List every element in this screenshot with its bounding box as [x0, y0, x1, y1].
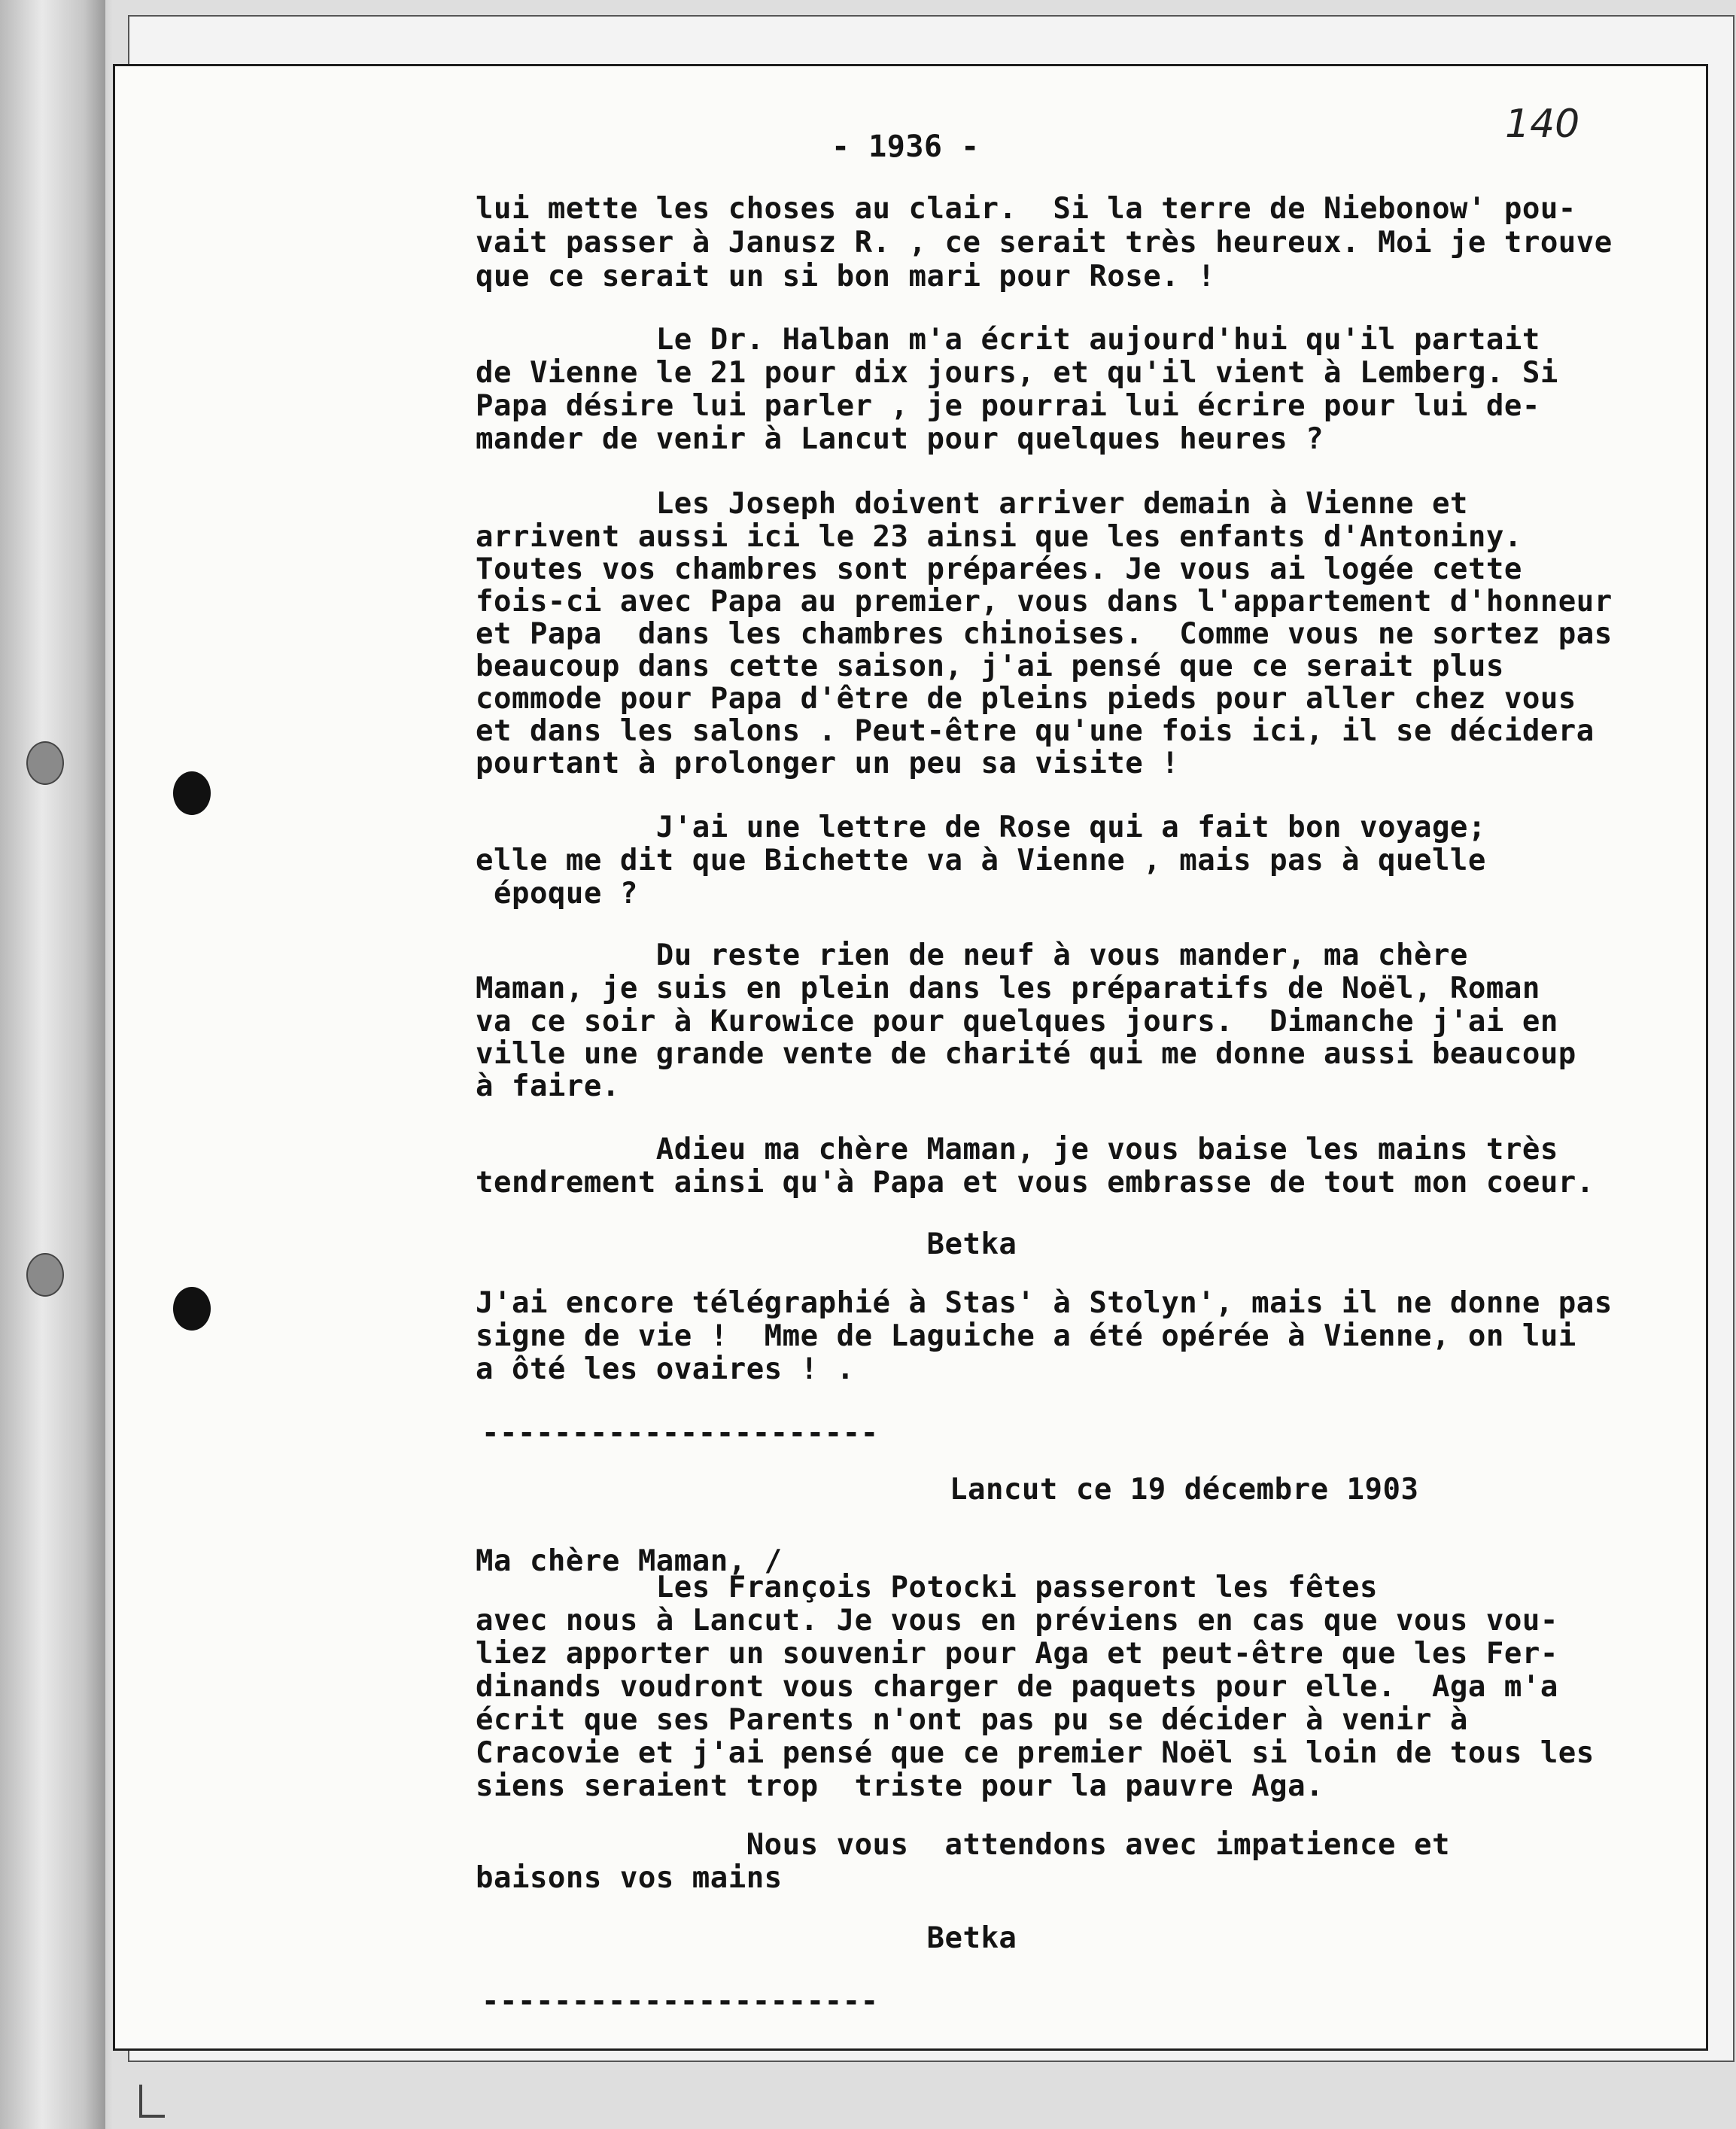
- letter1-line: époque ?: [476, 877, 638, 911]
- letter2-signature: Betka: [476, 1921, 1017, 1955]
- punch-hole-shadow: [26, 1253, 64, 1297]
- letter1-line: et dans les salons . Peut-être qu'une fois ici, il se décidera: [476, 714, 1595, 748]
- letter1-line: J'ai une lettre de Rose qui a fait bon voyage;: [476, 811, 1486, 844]
- letter1-line: Du reste rien de neuf à vous mander, ma chère: [476, 938, 1468, 972]
- letter1-line: Le Dr. Halban m'a écrit aujourd'hui qu'il partait: [476, 323, 1540, 357]
- scan-corner-mark: [139, 2085, 165, 2118]
- letter1-line: elle me dit que Bichette va à Vienne , mais pas à quelle: [476, 844, 1486, 877]
- letter2-line: baisons vos mains: [476, 1861, 783, 1895]
- letter1-line: Adieu ma chère Maman, je vous baise les mains très: [476, 1133, 1558, 1166]
- letter2-line: Les François Potocki passeront les fêtes: [476, 1571, 1378, 1604]
- letter1-line: va ce soir à Kurowice pour quelques jours. Dimanche j'ai en: [476, 1005, 1558, 1039]
- letter2-line: écrit que ses Parents n'ont pas pu se décider à venir à: [476, 1703, 1468, 1737]
- letter1-line: de Vienne le 21 pour dix jours, et qu'il vient à Lemberg. Si: [476, 356, 1558, 390]
- page-header: - 1936 -: [832, 129, 980, 164]
- letter2-place-date: Lancut ce 19 décembre 1903: [950, 1473, 1419, 1507]
- letter1-line: fois-ci avec Papa au premier, vous dans l'appartement d'honneur: [476, 585, 1613, 619]
- letter1-postscript: a ôté les ovaires ! .: [476, 1352, 855, 1386]
- letter1-line: beaucoup dans cette saison, j'ai pensé que ce serait plus: [476, 649, 1504, 683]
- punch-hole-shadow: [26, 741, 64, 785]
- letter1-postscript: signe de vie ! Mme de Laguiche a été opérée à Vienne, on lui: [476, 1319, 1576, 1353]
- letter1-line: tendrement ainsi qu'à Papa et vous embrasse de tout mon coeur.: [476, 1166, 1595, 1200]
- letter1-line: et Papa dans les chambres chinoises. Comme vous ne sortez pas: [476, 617, 1613, 651]
- separator: ----------------------: [482, 1985, 879, 2018]
- letter1-line: Les Joseph doivent arriver demain à Vienne et: [476, 487, 1468, 521]
- letter2-line: siens seraient trop triste pour la pauvre Aga.: [476, 1769, 1324, 1803]
- letter2-line: Nous vous attendons avec impatience et: [476, 1828, 1450, 1862]
- letter1-line: Toutes vos chambres sont préparées. Je vous ai logée cette: [476, 552, 1522, 586]
- letter2-line: dinands voudront vous charger de paquets pour elle. Aga m'a: [476, 1670, 1558, 1704]
- letter1-line: ville une grande vente de charité qui me donne aussi beaucoup: [476, 1037, 1576, 1071]
- letter1-line: Maman, je suis en plein dans les préparatifs de Noël, Roman: [476, 972, 1540, 1005]
- letter1-line: arrivent aussi ici le 23 ainsi que les enfants d'Antoniny.: [476, 520, 1522, 554]
- letter1-line: vait passer à Janusz R. , ce serait très heureux. Moi je trouve: [476, 226, 1613, 260]
- letter1-line: mander de venir à Lancut pour quelques heures ?: [476, 422, 1324, 456]
- letter1-line: Papa désire lui parler , je pourrai lui écrire pour lui de-: [476, 389, 1540, 423]
- punch-hole: [173, 771, 211, 815]
- letter1-postscript: J'ai encore télégraphié à Stas' à Stolyn', mais il ne donne pas: [476, 1286, 1613, 1320]
- letter1-line: lui mette les choses au clair. Si la terre de Niebonow' pou-: [476, 192, 1576, 226]
- letter1-line: que ce serait un si bon mari pour Rose. !: [476, 260, 1216, 293]
- letter2-line: Cracovie et j'ai pensé que ce premier Noël si loin de tous les: [476, 1736, 1595, 1770]
- punch-hole: [173, 1287, 211, 1331]
- letter1-line: à faire.: [476, 1069, 620, 1103]
- handwritten-page-number: 140: [1505, 102, 1580, 147]
- letter1-line: commode pour Papa d'être de pleins pieds pour aller chez vous: [476, 682, 1576, 716]
- binder-edge: [0, 0, 105, 2129]
- letter1-signature: Betka: [476, 1227, 1017, 1261]
- letter2-line: Ma chère Maman, /: [476, 1544, 783, 1578]
- separator: ----------------------: [482, 1416, 879, 1450]
- letter2-line: avec nous à Lancut. Je vous en préviens en cas que vous vou-: [476, 1604, 1558, 1638]
- letter1-line: pourtant à prolonger un peu sa visite !: [476, 747, 1180, 780]
- letter2-line: liez apporter un souvenir pour Aga et peut-être que les Fer-: [476, 1637, 1558, 1671]
